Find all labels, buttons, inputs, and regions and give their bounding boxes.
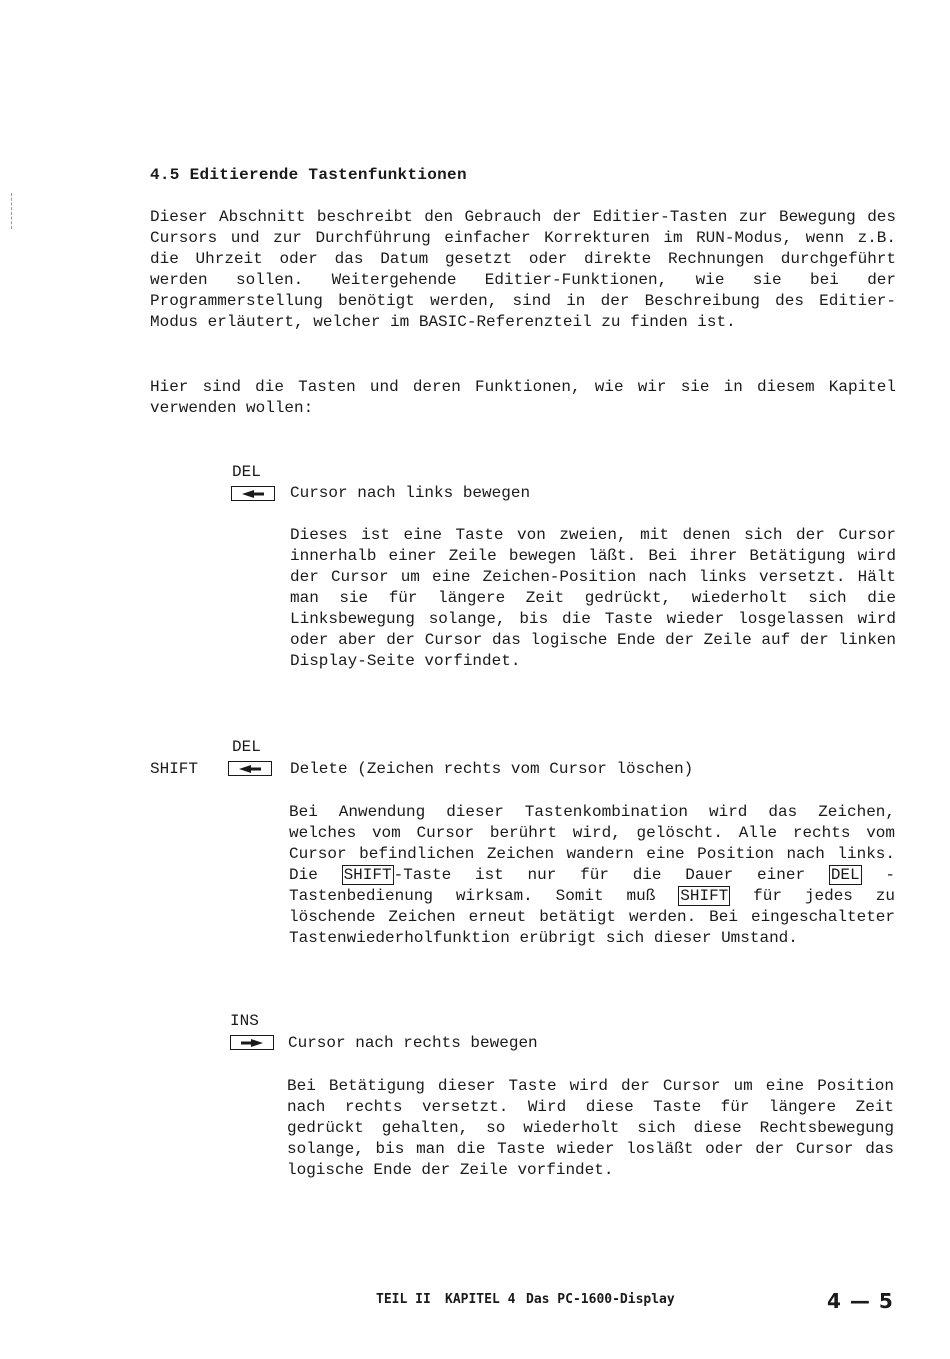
desc-text: für jedes zu löschende Zeichen erneut betätigt werden. Bei eingeschalteter Tastenwiederholfunktion erübrigt sich dieser Umstand. [289,887,895,947]
desc-text: Bei Anwendung dieser Tastenkombination wird das Zeichen, welches vom Cursor berührt wird, gelöscht. Alle rechts vom Cursor befindlichen Zeichen wandern eine Position nach links. Die [289,803,895,884]
desc-text: -Taste ist nur für die Dauer einer [393,866,829,884]
entry-title-cursor-left: Cursor nach links bewegen [290,484,531,502]
margin-mark [11,193,13,229]
footer-title: Das PC-1600-Display [526,1292,675,1307]
key-label-shift: SHIFT [150,760,199,778]
boxed-key-shift: SHIFT [680,887,729,905]
key-label-ins: INS [230,1012,259,1030]
section-heading: 4.5 Editierende Tastenfunktionen [150,166,467,184]
key-label-del: DEL [232,738,261,756]
entry-title-delete: Delete (Zeichen rechts vom Cursor löschen) [290,760,694,778]
right-arrow-key-icon [230,1035,274,1050]
entry-title-cursor-right: Cursor nach rechts bewegen [288,1034,538,1052]
entry-description-cursor-left: Dieses ist eine Taste von zweien, mit denen sich der Cursor innerhalb einer Zeile bewegen läßt. Bei ihrer Betätigung wird der Cursor um eine Zeichen-Position nach links versetzt. Hält man sie für längere Zeit gedrückt, wiederholt sich die Linksbewegung solange, bis die Taste wieder losgelassen wird oder aber der Cursor das logische Ende der Zeile auf der linken Display-Seite vorfindet. [290,526,896,670]
desc-text: -Tastenbedienung wirksam. Somit muß [289,866,896,905]
footer-part: TEIL II [376,1292,431,1307]
page-number: 4 — 5 [827,1289,894,1313]
footer-chapter: KAPITEL 4 [445,1292,516,1307]
entry-description-delete [289,802,895,949]
left-arrow-key-icon [228,761,272,776]
intro-paragraph: Dieser Abschnitt beschreibt den Gebrauch der Editier-Tasten zur Bewegung des Cursors und zur Durchführung einfacher Korrekturen im RUN-Modus, wenn z.B. die Uhrzeit oder das Datum gesetzt oder direkte Rechnungen durchgeführt werden sollen. Weitergehende Editier-Funktionen, wie sie bei der Programmerstellung benötigt werden, sind in der Beschreibung des Editier-Modus erläutert, welcher im BASIC-Referenzteil zu finden ist. [150,208,896,331]
entry-description-cursor-right: Bei Betätigung dieser Taste wird der Cursor um eine Position nach rechts versetzt. Wird diese Taste für längere Zeit gedrückt gehalten, so wiederholt sich diese Rechtsbewegung solange, bis man die Taste wieder losläßt oder der Cursor das logische Ende der Zeile vorfindet. [287,1077,894,1179]
key-label-del: DEL [232,463,261,481]
intro-paragraph-2: Hier sind die Tasten und deren Funktionen, wie wir sie in diesem Kapitel verwenden wollen: [150,378,896,417]
boxed-key-shift: SHIFT [343,866,392,884]
boxed-key-del: DEL [830,866,860,884]
left-arrow-key-icon [231,486,275,501]
